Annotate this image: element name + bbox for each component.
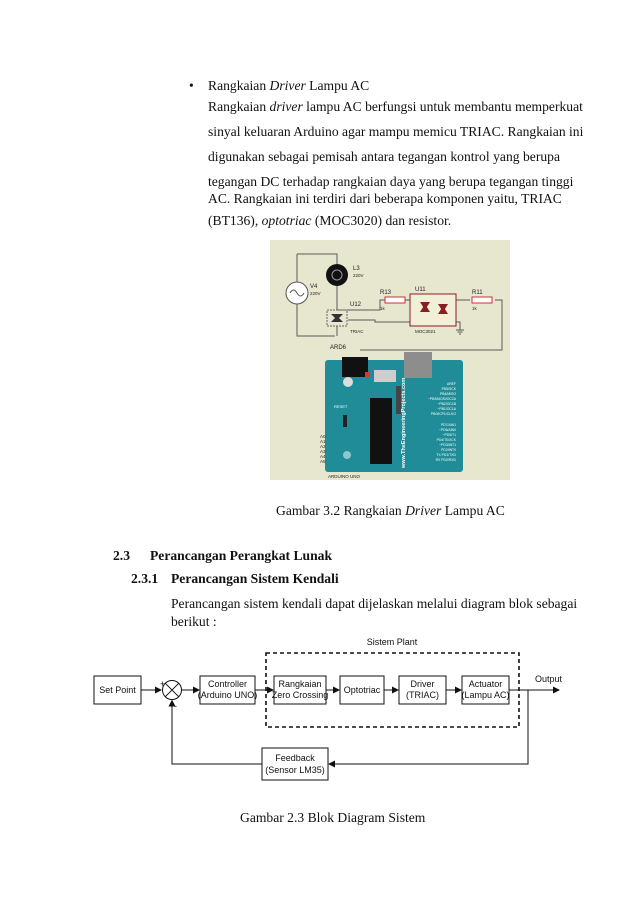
- lamp-voltage-label: 220V: [353, 273, 364, 278]
- pin-label: ~PD6/AIN0: [438, 428, 456, 432]
- optotriac-label: Optotriac: [343, 685, 381, 695]
- feedback-return-arrow: [172, 701, 262, 765]
- pin-label: ~PD5/T1: [442, 433, 456, 437]
- section-title-post: Lampu AC: [305, 78, 370, 93]
- paragraph-line: [208, 212, 451, 229]
- text-run: tegangan DC terhadap rangkaian daya yang berupa tegangan tinggi: [208, 174, 574, 189]
- pin-label: PB4/MISO: [439, 392, 456, 396]
- resistor-r11: [472, 297, 492, 303]
- text-run: Rangkaian: [208, 99, 270, 114]
- website-label: www.TheEngineeringProjects.com: [401, 377, 407, 468]
- driver-sublabel: (TRIAC): [406, 690, 439, 700]
- set-point-label: Set Point: [99, 685, 136, 695]
- bullet-marker: •: [189, 78, 194, 93]
- text-run: (BT136),: [208, 213, 262, 228]
- pin-label-a0: A0: [320, 434, 326, 439]
- summing-minus-sign: -: [174, 701, 177, 711]
- opto-label: U11: [415, 287, 426, 293]
- text-run: berikut :: [171, 614, 217, 629]
- source-label: V4: [310, 284, 318, 290]
- feedback-label: Feedback: [275, 753, 315, 763]
- triac-type-label: TRIAC: [350, 329, 364, 334]
- pin-label-a3: A3: [320, 449, 326, 454]
- section-title-italic: Driver: [269, 78, 306, 93]
- pin-label: AREF: [446, 382, 456, 386]
- paragraph-line: [208, 190, 560, 207]
- text-run: digunakan sebagai pemisah antara tegangan kontrol yang berupa: [208, 149, 560, 164]
- caption-text: Gambar 2.3 Blok Diagram Sistem: [240, 810, 426, 825]
- driver-label: Driver: [410, 679, 435, 689]
- paragraph-line: [208, 173, 574, 190]
- section-title: [208, 77, 369, 94]
- sistem-plant-label: Sistem Plant: [366, 637, 418, 647]
- caption-text: Gambar 3.2 Rangkaian: [276, 503, 406, 518]
- pin-label: ~PB1/OC1A: [437, 407, 456, 411]
- figure-caption-2: [240, 810, 425, 826]
- arduino-caption-label: ARDUINO UNO: [328, 474, 361, 479]
- actuator-label: Actuator: [468, 679, 503, 689]
- heading-2-3-1: [131, 571, 339, 587]
- controller-sublabel: (Arduino UNO): [197, 690, 258, 700]
- paragraph-line: [208, 98, 583, 115]
- pin-label: ~PD3/INT1: [439, 443, 456, 447]
- pin-label: PB5/SCK: [441, 387, 456, 391]
- text-run: lampu AC berfungsi untuk membantu memperkuat: [302, 99, 583, 114]
- pin-label: RX PD0/RXD: [435, 458, 456, 462]
- output-label: Output: [535, 674, 562, 684]
- text-run: Perancangan sistem kendali dapat dijelaskan melalui diagram blok sebagai: [171, 596, 578, 611]
- zero-crossing-label: Rangkaian: [278, 679, 322, 689]
- pin-label-a4: A4: [320, 454, 326, 459]
- heading-title: Perancangan Sistem Kendali: [171, 571, 339, 586]
- source-voltage-label: 220V: [310, 291, 321, 296]
- text-run: sinyal keluaran Arduino agar mampu memicu TRIAC. Rangkaian ini: [208, 124, 584, 139]
- reset-label: RESET: [334, 404, 348, 409]
- heading-number: 2.3.1: [131, 571, 159, 586]
- r11-value-label: 1k: [472, 306, 477, 311]
- pin-label-a2: A2: [320, 444, 326, 449]
- r11-label: R11: [472, 290, 483, 296]
- r13-label: R13: [380, 290, 392, 296]
- section-title-pre: Rangkaian: [208, 78, 270, 93]
- lamp-symbol: [326, 264, 348, 286]
- figure-caption-1: [276, 503, 505, 519]
- lamp-label: L3: [353, 266, 360, 272]
- paragraph-line: [171, 613, 217, 630]
- block-diagram: [92, 632, 562, 782]
- driver-circuit-figure: [270, 240, 510, 480]
- summing-plus-sign: +: [160, 679, 166, 689]
- opto-type-label: MOC3021: [415, 329, 436, 334]
- optotriac-symbol: [410, 294, 456, 326]
- heading-title: Perancangan Perangkat Lunak: [150, 548, 333, 563]
- heading-2-3: [113, 548, 332, 564]
- pin-label: PD2/INT0: [441, 448, 456, 452]
- pin-label-a1: A1: [320, 439, 326, 444]
- pin-label: PD7/AIN1: [440, 423, 456, 427]
- resistor-r13: [385, 297, 405, 303]
- caption-text: Lampu AC: [441, 503, 505, 518]
- actuator-sublabel: (Lampu AC): [461, 690, 510, 700]
- pin-label: PB0/ICP1/CLKO: [430, 412, 456, 416]
- text-run-italic: driver: [269, 99, 303, 114]
- text-run: (MOC3020) dan resistor.: [311, 213, 452, 228]
- arduino-ref-label: ARD6: [330, 345, 347, 351]
- feedback-sublabel: (Sensor LM35): [265, 765, 325, 775]
- paragraph-line: [208, 148, 560, 165]
- pin-label: ~PB3/MOSI/OC2A: [427, 397, 456, 401]
- pin-label: TX PD1/TXD: [436, 453, 456, 457]
- pin-label: PD4/T0/XCK: [436, 438, 456, 442]
- zero-crossing-sublabel: Zero Crossing: [271, 690, 329, 700]
- pin-label: ~PB2/OC1B: [437, 402, 456, 406]
- text-run: AC. Rangkaian ini terdiri dari beberapa komponen yaitu, TRIAC: [208, 191, 562, 206]
- triac-label: U12: [350, 302, 362, 308]
- paragraph-line: [171, 595, 578, 612]
- controller-label: Controller: [207, 679, 248, 689]
- heading-number: 2.3: [113, 548, 130, 563]
- r13-value-label: 1k: [380, 306, 385, 311]
- text-run-italic: optotriac: [261, 213, 312, 228]
- pin-label-a5: A5: [320, 459, 326, 464]
- paragraph-line: [208, 123, 584, 140]
- caption-italic: Driver: [405, 503, 442, 518]
